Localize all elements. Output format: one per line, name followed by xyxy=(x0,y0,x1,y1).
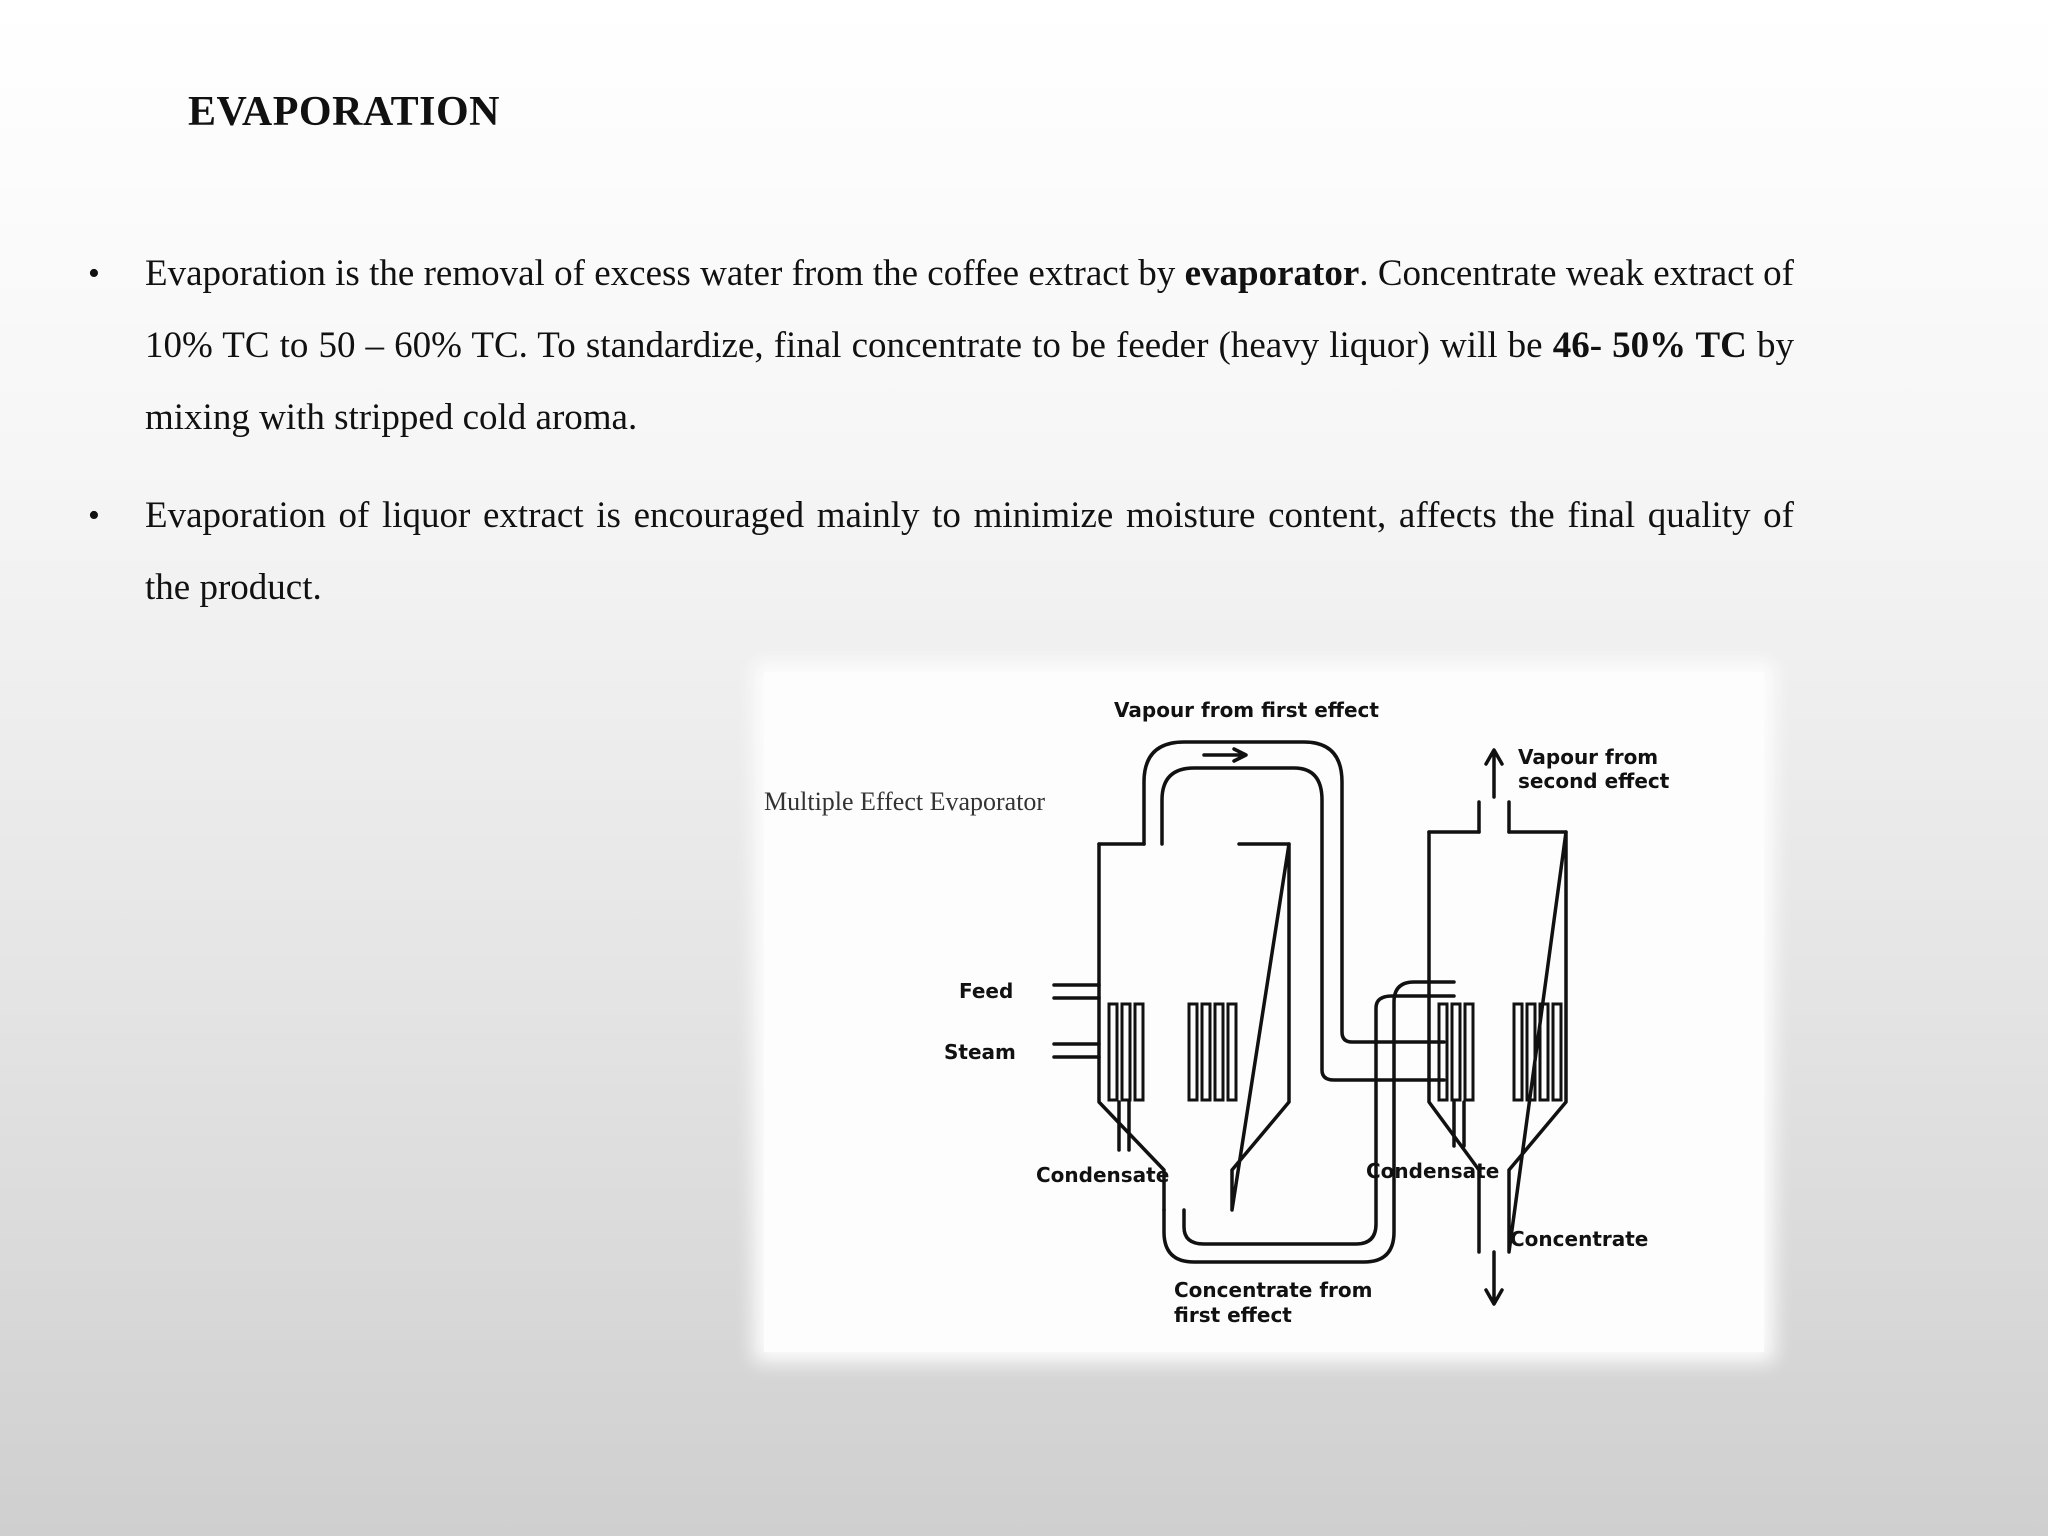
label-concentrate: Concentrate xyxy=(1510,1227,1649,1251)
feed-inlet xyxy=(1054,985,1099,998)
multiple-effect-evaporator-diagram xyxy=(764,672,1764,1352)
label-condensate-right: Condensate xyxy=(1366,1159,1500,1183)
bullet-text-segment: Evaporation of liquor extract is encouraged mainly to minimize moisture content, affects the final quality of the product. xyxy=(145,495,1794,608)
bullet-text-segment: . Concentrate weak extract of 10% TC to 50 – 60% TC. To standardize, final concentrate to be feeder (heavy liquor) will be xyxy=(145,253,1794,366)
second-effect-tubes xyxy=(1439,1004,1561,1100)
vapour-arrow-up xyxy=(1486,750,1502,797)
evaporator-diagram-panel xyxy=(764,672,1764,1352)
condensate-outlet-right xyxy=(1454,1102,1464,1146)
label-steam: Steam xyxy=(944,1040,1016,1064)
first-effect-tubes xyxy=(1109,1004,1236,1100)
bullet-marker: • xyxy=(88,255,100,292)
bullet-item xyxy=(88,238,1794,454)
bullet-text-bold: evaporator xyxy=(1184,253,1360,294)
bullet-text-segment: Evaporation is the removal of excess water from the coffee extract by xyxy=(145,253,1185,294)
vapour-outlet-second xyxy=(1479,802,1509,832)
second-effect-body xyxy=(1429,832,1566,1252)
steam-inlet xyxy=(1054,1044,1099,1057)
vapour-flow-arrow xyxy=(1204,749,1246,761)
label-concentrate-first-2: first effect xyxy=(1174,1303,1292,1327)
label-vapour-second-1: Vapour from xyxy=(1518,745,1659,769)
slide-title: EVAPORATION xyxy=(188,89,500,135)
label-feed: Feed xyxy=(959,979,1014,1003)
label-condensate-left: Condensate xyxy=(1036,1163,1170,1187)
label-vapour-first-effect: Vapour from first effect xyxy=(1114,698,1379,722)
first-effect-body xyxy=(1099,844,1289,1210)
label-concentrate-first-1: Concentrate from xyxy=(1174,1278,1373,1302)
bullet-item xyxy=(88,480,1794,624)
bullet-text-segment: by mixing with stripped cold aroma. xyxy=(145,325,1794,438)
vapour-pipe-inner xyxy=(1162,768,1444,1080)
bullet-list xyxy=(88,238,1794,650)
concentrate-pipe-outer xyxy=(1164,982,1454,1262)
concentrate-arrow-down xyxy=(1486,1252,1502,1304)
figure-caption: Multiple Effect Evaporator xyxy=(764,787,1046,816)
bullet-marker: • xyxy=(88,497,100,534)
label-vapour-second-2: second effect xyxy=(1518,769,1670,793)
bullet-text-bold: 46- 50% TC xyxy=(1552,325,1747,366)
